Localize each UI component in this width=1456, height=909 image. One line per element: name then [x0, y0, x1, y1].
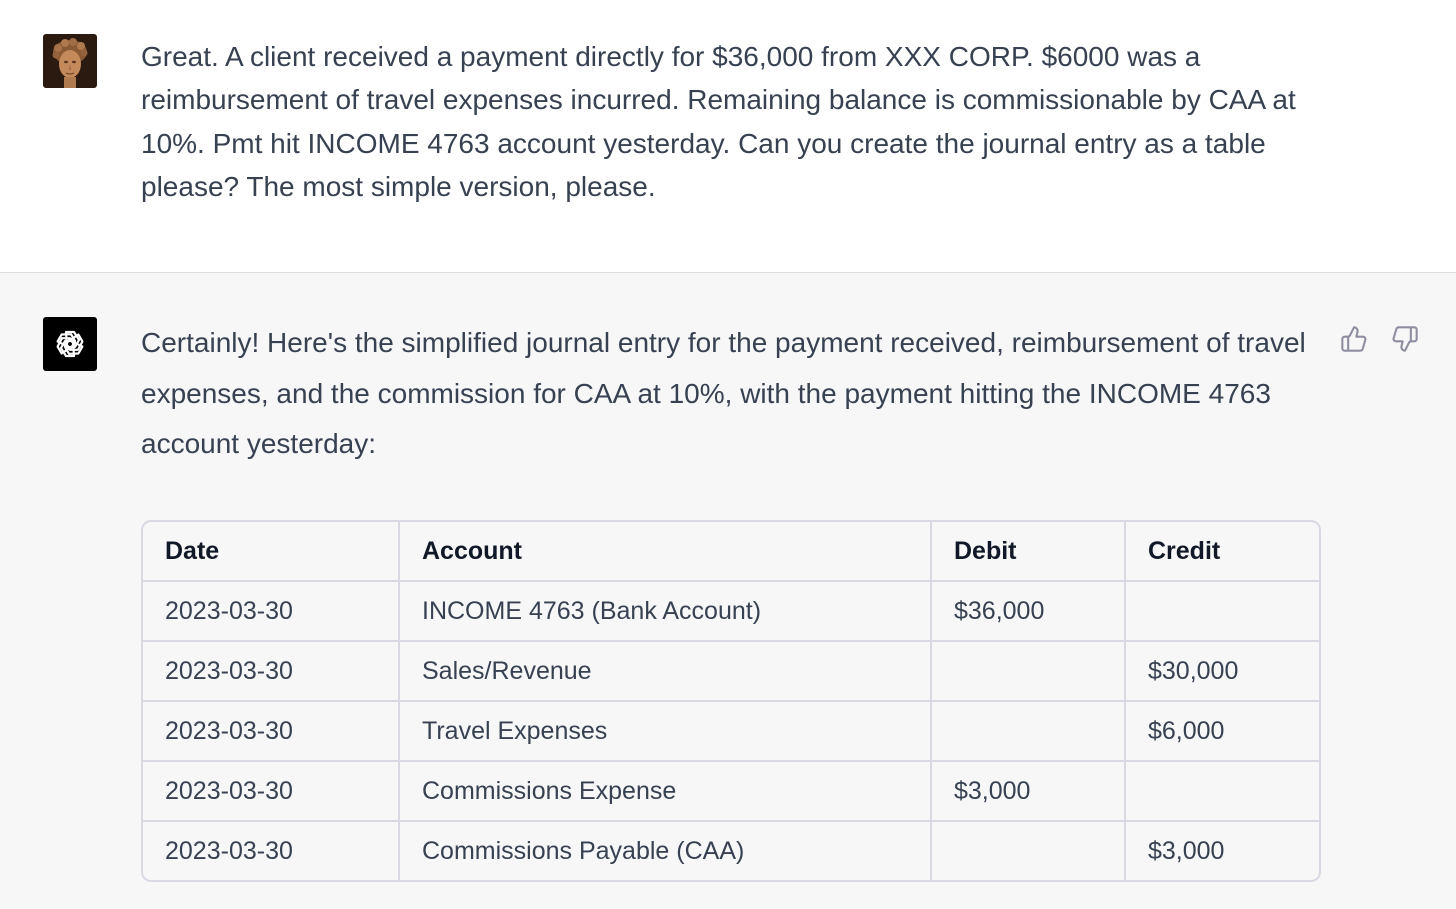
assistant-message	[0, 273, 1456, 909]
thumbs-down-button[interactable]	[1389, 323, 1421, 355]
thumbs-up-button[interactable]	[1338, 323, 1370, 355]
column-header-date: Date	[143, 522, 399, 581]
account-cell: Commissions Payable (CAA)	[399, 821, 931, 880]
thumbs-up-icon	[1340, 325, 1368, 353]
statue-head-avatar-icon	[43, 34, 97, 88]
table-header-row	[143, 522, 1319, 581]
account-cell: Commissions Expense	[399, 761, 931, 821]
date-cell: 2023-03-30	[143, 821, 399, 880]
journal-entry-table	[141, 520, 1321, 882]
credit-cell: $6,000	[1125, 701, 1319, 761]
debit-cell: $3,000	[931, 761, 1125, 821]
column-header-account: Account	[399, 522, 931, 581]
credit-cell	[1125, 761, 1319, 821]
user-message-text: Great. A client received a payment directly for $36,000 from XXX CORP. $6000 was a reimbursement of travel expenses incurred. Remaining balance is commissionable by CAA at 10%. Pmt hit INCOME 4763 account yesterday. Can you create the journal entry as a table please? The most simple version, please.	[141, 41, 1296, 202]
table-row	[143, 761, 1319, 821]
column-header-credit: Credit	[1125, 522, 1319, 581]
credit-cell	[1125, 581, 1319, 641]
assistant-message-text: Certainly! Here's the simplified journal entry for the payment received, reimbursement of travel expenses, and the commission for CAA at 10%, with the payment hitting the INCOME 4763 account yesterday:	[141, 327, 1306, 459]
thumbs-down-icon	[1391, 325, 1419, 353]
date-cell: 2023-03-30	[143, 581, 399, 641]
debit-cell	[931, 641, 1125, 701]
debit-cell	[931, 701, 1125, 761]
table-row	[143, 821, 1319, 880]
table-row	[143, 701, 1319, 761]
table-row	[143, 641, 1319, 701]
account-cell: Sales/Revenue	[399, 641, 931, 701]
account-cell: INCOME 4763 (Bank Account)	[399, 581, 931, 641]
debit-cell: $36,000	[931, 581, 1125, 641]
credit-cell: $30,000	[1125, 641, 1319, 701]
debit-cell	[931, 821, 1125, 880]
column-header-debit: Debit	[931, 522, 1125, 581]
account-cell: Travel Expenses	[399, 701, 931, 761]
user-avatar	[43, 34, 97, 88]
openai-logo-icon	[52, 326, 88, 362]
date-cell: 2023-03-30	[143, 701, 399, 761]
user-message	[0, 0, 1456, 273]
date-cell: 2023-03-30	[143, 641, 399, 701]
assistant-avatar	[43, 317, 97, 371]
credit-cell: $3,000	[1148, 836, 1225, 865]
date-cell: 2023-03-30	[143, 761, 399, 821]
table-row	[143, 581, 1319, 641]
